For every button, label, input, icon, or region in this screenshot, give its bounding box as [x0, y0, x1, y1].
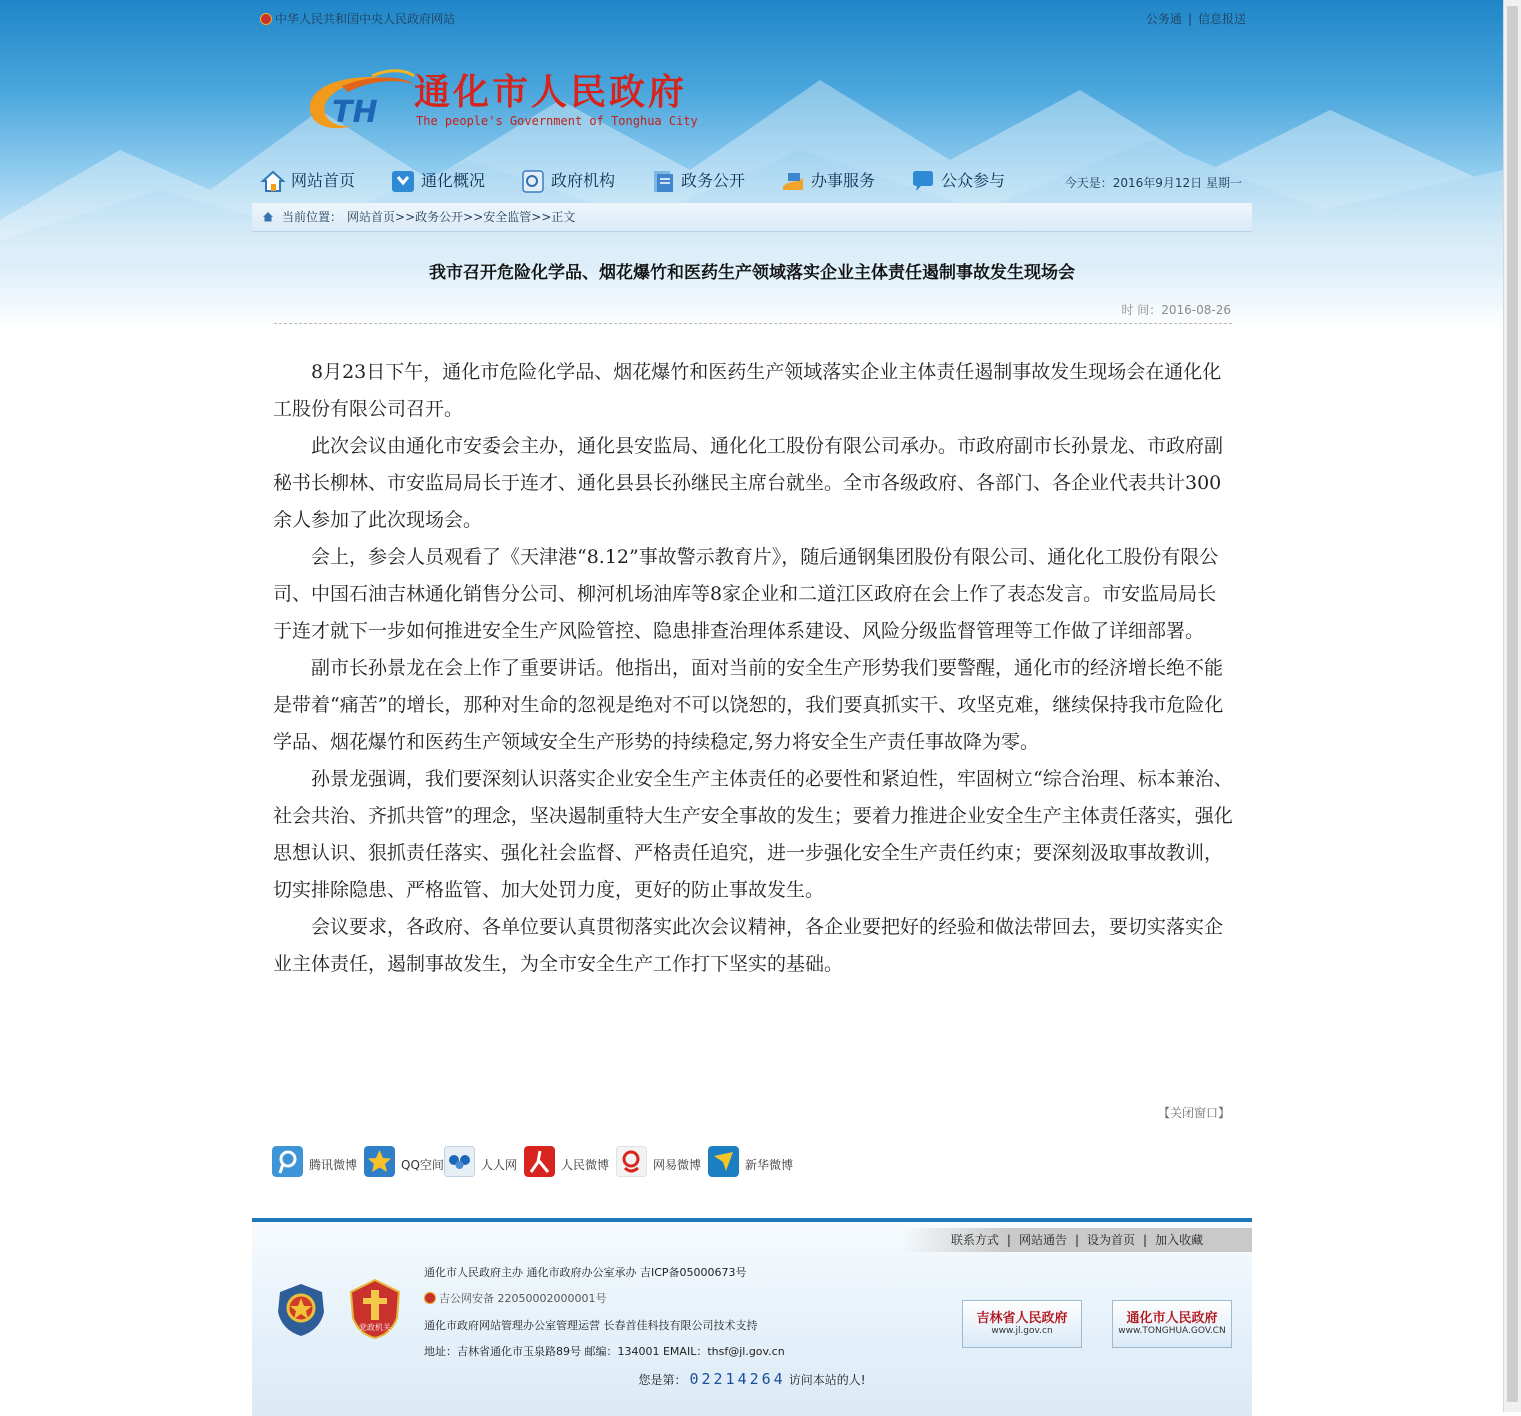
footer-address: 地址：吉林省通化市玉泉路89号 邮编：134001 EMAIL：thsf@jl.gov.cn [424, 1345, 785, 1358]
scrollbar-thumb[interactable] [1507, 6, 1518, 1402]
footer-links [902, 1228, 1252, 1252]
article-paragraph: 孙景龙强调，我们要深刻认识落实企业安全生产主体责任的必要性和紧迫性，牢固树立“综合治理、标本兼治、社会共治、齐抓共管”的理念，坚决遏制重特大生产安全事故的发生；要着力推进企业安全生产主体责任落实，强化思想认识、狠抓责任落实、强化社会监督、严格责任追究，进一步强化安全生产责任约束；要深刻汲取事故教训，切实排除隐患、严格监管、加大处罚力度，更好的防止事故发生。 [273, 768, 1233, 901]
divider: | [1006, 1233, 1011, 1247]
footer-link-set-home[interactable]: 设为首页 [1087, 1233, 1136, 1247]
participation-icon [910, 168, 936, 194]
nav-label: 政务公开 [681, 171, 746, 190]
footer-link-contact[interactable]: 联系方式 [950, 1233, 999, 1247]
police-emblem-icon [424, 1292, 436, 1304]
breadcrumb-path [347, 203, 575, 231]
service-icon [780, 168, 806, 194]
main-nav [252, 164, 1252, 200]
nav-label: 通化概况 [421, 171, 486, 190]
title-divider [274, 323, 1232, 324]
link-info-report[interactable]: 信息报送 [1197, 12, 1246, 26]
footer-link-notice[interactable]: 网站通告 [1018, 1233, 1067, 1247]
national-emblem-icon [260, 13, 272, 25]
breadcrumb [252, 203, 1252, 232]
site-title[interactable]: 通化市人民政府 [414, 71, 688, 113]
top-links [1146, 10, 1246, 27]
overview-icon [390, 168, 416, 194]
nav-label: 办事服务 [811, 171, 876, 190]
breadcrumb-public-affairs[interactable]: 政务公开 [415, 210, 464, 224]
visitor-counter [252, 1370, 1252, 1388]
vertical-scrollbar[interactable] [1503, 0, 1521, 1412]
share-label: 网易微博 [653, 1158, 702, 1172]
divider: | [1143, 1233, 1148, 1247]
party-gov-badge-label: 党政机关 [359, 1323, 391, 1332]
close-window-link[interactable]: 【关闭窗口】 [1157, 1106, 1230, 1120]
breadcrumb-label: 当前位置： [282, 210, 343, 224]
breadcrumb-sep: >> [395, 210, 416, 224]
article-paragraph: 8月23日下午，通化市危险化学品、烟花爆竹和医药生产领域落实企业主体责任遏制事故发生现场会在通化化工股份有限公司召开。 [273, 361, 1222, 420]
footer-police-record[interactable] [424, 1290, 606, 1306]
share-label: 人民微博 [561, 1158, 610, 1172]
counter-number: 02214264 [689, 1370, 786, 1388]
top-bar [252, 0, 1252, 34]
breadcrumb-current: 正文 [551, 210, 576, 224]
renren-icon [444, 1146, 475, 1177]
article-title: 我市召开危险化学品、烟花爆竹和医药生产领域落实企业主体责任遏制事故发生现场会 [429, 263, 1075, 283]
footer-police-record-text: 吉公网安备 22050002000001号 [439, 1292, 607, 1305]
home-icon [260, 168, 286, 194]
counter-prefix: 您是第： [638, 1373, 687, 1387]
divider: | [1187, 12, 1192, 26]
article-body [273, 354, 1233, 983]
breadcrumb-home[interactable]: 网站首页 [347, 210, 396, 224]
tonghua-gov-banner[interactable] [1112, 1300, 1232, 1348]
banner-url: www.jl.gov.cn [991, 1326, 1053, 1336]
counter-suffix: 访问本站的人! [788, 1373, 866, 1387]
nav-label: 公众参与 [941, 171, 1006, 190]
xinhua-weibo-icon [708, 1146, 739, 1177]
qzone-icon [364, 1146, 395, 1177]
banner-url: www.TONGHUA.GOV.CN [1118, 1326, 1226, 1336]
article-paragraph: 会议要求，各政府、各单位要认真贯彻落实此次会议精神，各企业要把好的经验和做法带回去，要切实落实企业主体责任，遏制事故发生，为全市安全生产工作打下坚实的基础。 [273, 916, 1224, 975]
breadcrumb-sep: >> [531, 210, 552, 224]
share-label: 新华微博 [745, 1158, 794, 1172]
home-small-icon [262, 211, 274, 222]
article-time: 时 间：2016-08-26 [1121, 303, 1231, 317]
banner-title: 通化市人民政府 [1126, 1311, 1218, 1326]
people-weibo-icon [524, 1146, 555, 1177]
nav-label: 网站首页 [291, 171, 356, 190]
current-date: 今天是：2016年9月12日 星期一 [1064, 176, 1242, 190]
article-paragraph: 副市长孙景龙在会上作了重要讲话。他指出，面对当前的安全生产形势我们要警醒，通化市的经济增长绝不能是带着“痛苦”的增长，那种对生命的忽视是绝对不可以饶恕的，我们要真抓实干、攻坚克难，继续保持我市危险化学品、烟花爆竹和医药生产领域安全生产形势的持续稳定,努力将安全生产责任事故降为零。 [273, 657, 1224, 753]
gov-site-label: 中华人民共和国中央人民政府网站 [275, 12, 456, 26]
site-subtitle: The people's Government of Tonghua City [416, 114, 698, 128]
party-gov-badge[interactable] [347, 1278, 403, 1340]
public-affairs-icon [650, 168, 676, 194]
nav-label: 政府机构 [551, 171, 616, 190]
gov-site-link[interactable] [260, 10, 455, 27]
divider: | [1074, 1233, 1080, 1247]
netease-weibo-icon [616, 1146, 647, 1177]
logo-mark-text: TH [332, 95, 378, 130]
article-paragraph: 此次会议由通化市安委会主办，通化县安监局、通化化工股份有限公司承办。市政府副市长孙景龙、市政府副秘书长柳林、市安监局局长于连才、通化县县长孙继民主席台就坐。全市各级政府、各部门、各企业代表共计300余人参加了此次现场会。 [273, 435, 1224, 531]
police-badge-icon[interactable] [274, 1282, 328, 1338]
institution-icon [520, 168, 546, 194]
tencent-weibo-icon [272, 1146, 303, 1177]
footer-link-favorite[interactable]: 加入收藏 [1155, 1233, 1204, 1247]
footer-operator: 通化市政府网站管理办公室管理运营 长春首佳科技有限公司技术支持 [424, 1319, 758, 1332]
city-logo-icon[interactable] [302, 66, 417, 136]
banner-title: 吉林省人民政府 [976, 1311, 1068, 1326]
footer-sponsor: 通化市人民政府主办 通化市政府办公室承办 吉ICP备05000673号 [424, 1266, 747, 1279]
share-label: 人人网 [481, 1158, 518, 1172]
breadcrumb-sep: >> [463, 210, 484, 224]
link-gongwutong[interactable]: 公务通 [1145, 12, 1182, 26]
article-paragraph: 会上，参会人员观看了《天津港“8.12”事故警示教育片》，随后通钢集团股份有限公司、通化化工股份有限公司、中国石油吉林通化销售分公司、柳河机场油库等8家企业和二道江区政府在会上作了表态发言。市安监局局长于连才就下一步如何推进安全生产风险管控、隐患排查治理体系建设、风险分级监督管理等工作做了详细部署。 [273, 546, 1219, 642]
breadcrumb-safety[interactable]: 安全监管 [483, 210, 532, 224]
share-label: 腾讯微博 [309, 1158, 358, 1172]
jilin-gov-banner[interactable] [962, 1300, 1082, 1348]
share-label: QQ空间 [401, 1158, 444, 1172]
